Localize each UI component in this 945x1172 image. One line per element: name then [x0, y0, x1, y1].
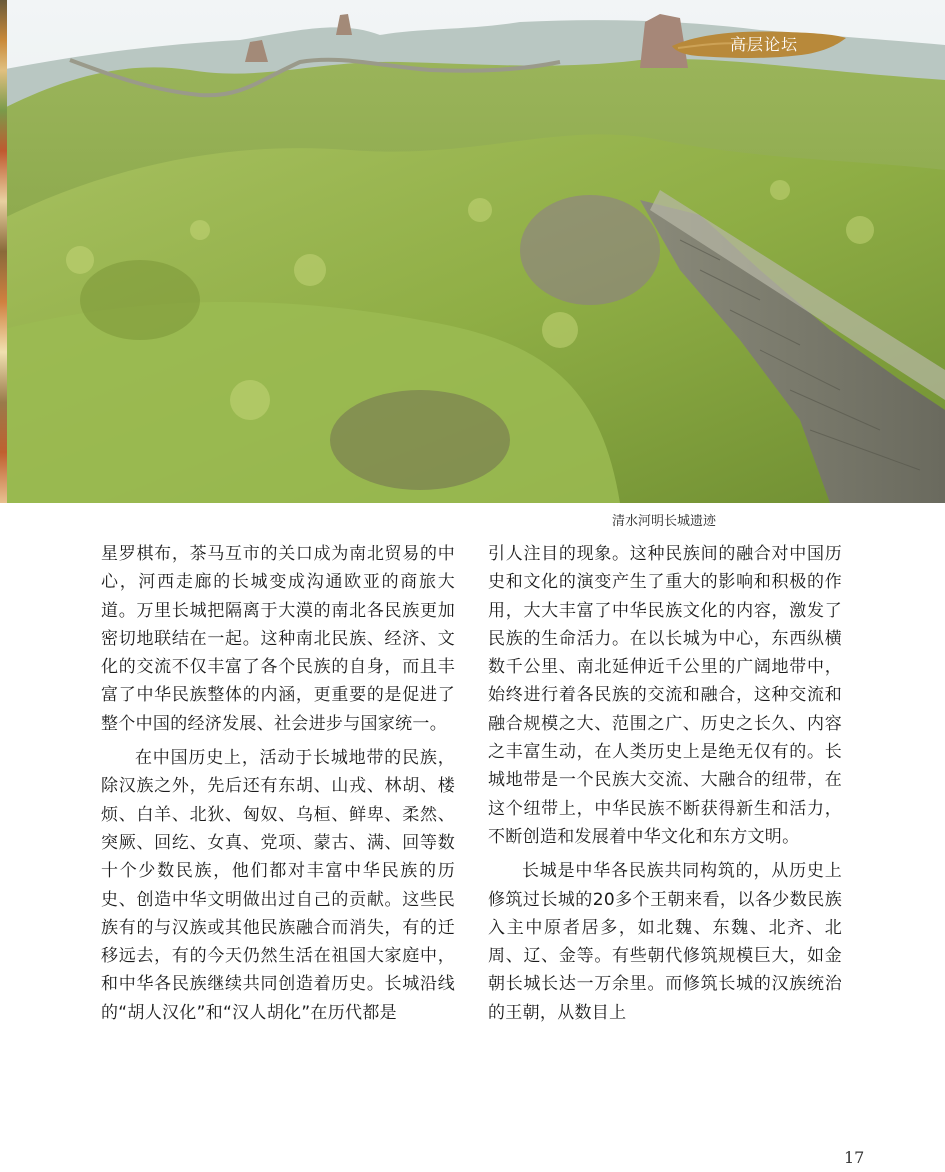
photo-caption: 清水河明长城遗迹 [612, 514, 717, 529]
left-column [101, 540, 455, 1027]
landscape-illustration [0, 0, 945, 503]
left-paragraph-1: 星罗棋布，茶马互市的关口成为南北贸易的中心，河西走廊的长城变成沟通欧亚的商旅大道。万里长城把隔离于大漠的南北各民族更加密切地联结在一起。这种南北民族、经济、文化的交流不仅丰富了各个民族的自身，而且丰富了中华民族整体的内涵，更重要的是促进了整个中国的经济发展、社会进步与国家统一。 [101, 544, 455, 734]
right-paragraph-1: 引人注目的现象。这种民族间的融合对中国历史和文化的演变产生了重大的影响和积极的作用，大大丰富了中华民族文化的内容，激发了民族的生命活力。在以长城为中心，东西纵横数千公里、南北延伸近千公里的广阔地带中，始终进行着各民族的交流和融合，这种交流和融合规模之大、范围之广、历史之长久、内容之丰富生动，在人类历史上是绝无仅有的。长城地带是一个民族大交流、大融合的纽带，在这个纽带上，中华民族不断获得新生和活力，不断创造和发展着中华文化和东方文明。 [488, 544, 842, 847]
right-paragraph-2: 长城是中华各民族共同构筑的，从历史上修筑过长城的20多个王朝来看，以各少数民族入主中原者居多，如北魏、东魏、北齐、北周、辽、金等。有些朝代修筑规模巨大，如金朝长城长达一万余里。而修筑长城的汉族统治的王朝，从数目上 [488, 861, 842, 1023]
left-paragraph-2: 在中国历史上，活动于长城地带的民族，除汉族之外，先后还有东胡、山戎、林胡、楼烦、白羊、北狄、匈奴、乌桓、鲜卑、柔然、突厥、回纥、女真、党项、蒙古、满、回等数十个少数民族，他们都对丰富中华民族的历史、创造中华文明做出过自己的贡献。这些民族有的与汉族或其他民族融合而消失，有的迁移远去，有的今天仍然生活在祖国大家庭中，和中华各民族继续共同创造着历史。长城沿线的“胡人汉化”和“汉人胡化”在历代都是 [101, 748, 455, 1023]
great-wall-photo [0, 0, 945, 503]
edge-color-strip [0, 0, 7, 503]
page-number: 17 [844, 1148, 865, 1167]
section-tag-label: 高层论坛 [730, 35, 799, 54]
right-column [488, 540, 842, 1027]
section-tag [668, 24, 848, 62]
